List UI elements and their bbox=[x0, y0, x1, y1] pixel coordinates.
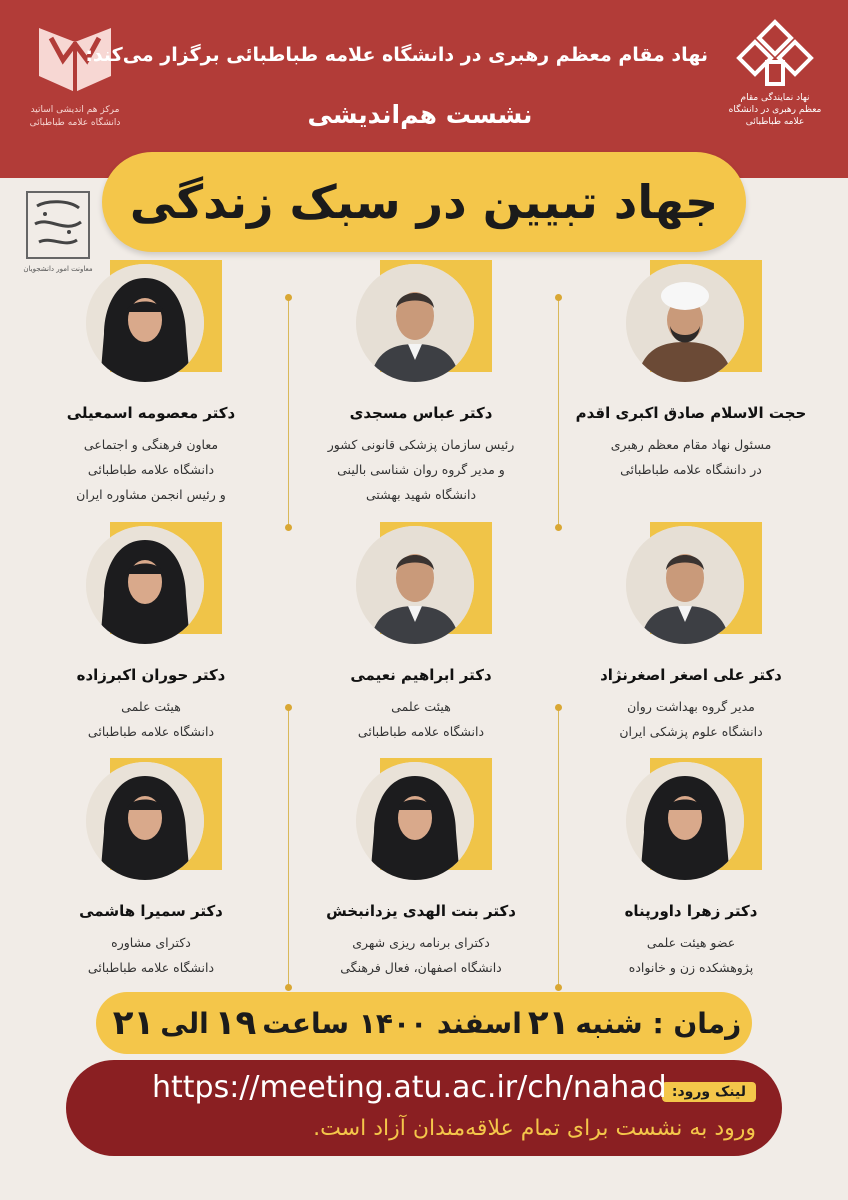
speaker-description-line: دانشگاه اصفهان، فعال فرهنگی bbox=[340, 960, 502, 975]
speaker-name: دکتر معصومه اسمعیلی bbox=[66, 404, 236, 422]
calligraphy-logo-icon bbox=[25, 190, 91, 260]
meeting-link[interactable]: https://meeting.atu.ac.ir/ch/nahad bbox=[152, 1070, 667, 1105]
time-start: ۱۹ bbox=[214, 1003, 257, 1043]
speaker-photo bbox=[86, 526, 204, 644]
speaker-description-line: و مدیر گروه روان شناسی بالینی bbox=[337, 462, 505, 477]
speaker-card bbox=[16, 526, 286, 744]
center-logo bbox=[20, 14, 130, 162]
speaker-photo-frame bbox=[86, 264, 216, 394]
speaker-photo-frame bbox=[626, 264, 756, 394]
speaker-description bbox=[16, 432, 286, 507]
speaker-photo bbox=[626, 762, 744, 880]
speaker-description-line: در دانشگاه علامه طباطبائی bbox=[620, 462, 762, 477]
speaker-description bbox=[556, 930, 826, 980]
speaker-description bbox=[286, 930, 556, 980]
speaker-description-line: دکترای مشاوره bbox=[111, 935, 191, 950]
speaker-card bbox=[286, 526, 556, 744]
center-logo-caption: مرکز هم اندیشی اساتید دانشگاه علامه طباطبائی bbox=[29, 105, 121, 128]
speaker-description-line: مسئول نهاد مقام معظم رهبری bbox=[610, 437, 772, 452]
organizer-text: نهاد مقام معظم رهبری در دانشگاه علامه طباطبائی برگزار می‌کند: bbox=[85, 44, 708, 66]
speaker-description-line: دانشگاه علوم پزشکی ایران bbox=[619, 724, 763, 739]
time-day: ۲۱ bbox=[527, 1003, 570, 1043]
speaker-photo-frame bbox=[626, 526, 756, 656]
speaker-description-line: دانشگاه علامه طباطبائی bbox=[87, 724, 215, 739]
speaker-description bbox=[286, 694, 556, 744]
speaker-description-line: دانشگاه شهید بهشتی bbox=[365, 487, 477, 502]
student-affairs-caption: معاونت امور دانشجویان bbox=[23, 265, 93, 273]
nahad-logo-caption: نهاد نمایندگی مقام معظم رهبری در دانشگاه علامه طباطبائی bbox=[728, 93, 822, 127]
nahad-logo bbox=[728, 18, 822, 144]
link-box bbox=[66, 1060, 782, 1156]
speaker-name: دکتر عباس مسجدی bbox=[349, 404, 493, 422]
speaker-description-line: دانشگاه علامه طباطبائی bbox=[87, 960, 215, 975]
speaker-description bbox=[16, 930, 286, 980]
event-type: نشست هم‌اندیشی bbox=[307, 100, 533, 129]
speaker-photo-frame bbox=[626, 762, 756, 892]
event-time bbox=[96, 992, 752, 1054]
speaker-photo-frame bbox=[356, 762, 486, 892]
link-label: لینک ورود: bbox=[662, 1082, 756, 1102]
speaker-card bbox=[556, 264, 826, 482]
speaker-photo-frame bbox=[356, 526, 486, 656]
speaker-name: دکتر سمیرا هاشمی bbox=[79, 902, 223, 920]
time-end: ۲۱ bbox=[112, 1003, 155, 1043]
speaker-description-line: رئیس سازمان پزشکی قانونی کشور bbox=[327, 437, 515, 452]
speaker-description-line: عضو هیئت علمی bbox=[646, 935, 736, 950]
speaker-photo bbox=[86, 264, 204, 382]
speaker-description-line: هیئت علمی bbox=[391, 699, 451, 714]
speaker-description bbox=[556, 432, 826, 482]
speaker-description-line: پژوهشکده زن و خانواده bbox=[628, 960, 754, 975]
divider-dot bbox=[285, 984, 292, 991]
speaker-card bbox=[16, 264, 286, 507]
speaker-description bbox=[556, 694, 826, 744]
speaker-card bbox=[286, 264, 556, 507]
speaker-description-line: هیئت علمی bbox=[121, 699, 181, 714]
speaker-description bbox=[286, 432, 556, 507]
event-title: جهاد تبیین در سبک زندگی bbox=[102, 152, 746, 252]
speaker-name: حجت الاسلام صادق اکبری اقدم bbox=[575, 404, 807, 422]
time-to: الی bbox=[160, 1006, 209, 1040]
speaker-photo-frame bbox=[356, 264, 486, 394]
speaker-description bbox=[16, 694, 286, 744]
link-note: ورود به نشست برای تمام علاقه‌مندان آزاد است. bbox=[313, 1116, 756, 1141]
time-month-year: اسفند ۱۴۰۰ ساعت bbox=[262, 1006, 522, 1040]
speaker-photo-frame bbox=[86, 526, 216, 656]
speaker-photo bbox=[356, 526, 474, 644]
speaker-name: دکتر زهرا داورپناه bbox=[624, 902, 758, 920]
nahad-emblem-icon bbox=[735, 18, 815, 88]
speaker-card bbox=[286, 762, 556, 980]
speaker-name: دکتر ابراهیم نعیمی bbox=[350, 666, 492, 684]
speaker-name: دکتر حوران اکبرزاده bbox=[76, 666, 226, 684]
speaker-photo bbox=[356, 264, 474, 382]
speaker-description-line: دکترای برنامه ریزی شهری bbox=[352, 935, 490, 950]
speaker-photo bbox=[86, 762, 204, 880]
time-prefix: زمان : شنبه bbox=[575, 1006, 742, 1040]
speaker-description-line: دانشگاه علامه طباطبائی bbox=[357, 724, 485, 739]
speaker-photo-frame bbox=[86, 762, 216, 892]
speaker-description-line: و رئیس انجمن مشاوره ایران bbox=[76, 487, 226, 502]
divider-dot bbox=[555, 984, 562, 991]
speaker-name: دکتر بنت الهدی یزدانبخش bbox=[326, 902, 516, 920]
speaker-card bbox=[556, 526, 826, 744]
speaker-description-line: معاون فرهنگی و اجتماعی bbox=[83, 437, 219, 452]
speaker-card bbox=[16, 762, 286, 980]
speaker-description-line: مدیر گروه بهداشت روان bbox=[627, 699, 755, 714]
speaker-photo bbox=[626, 526, 744, 644]
speaker-name: دکتر علی اصغر اصغرنژاد bbox=[600, 666, 782, 684]
speaker-photo bbox=[626, 264, 744, 382]
speaker-description-line: دانشگاه علامه طباطبائی bbox=[87, 462, 215, 477]
speaker-photo bbox=[356, 762, 474, 880]
speaker-card bbox=[556, 762, 826, 980]
